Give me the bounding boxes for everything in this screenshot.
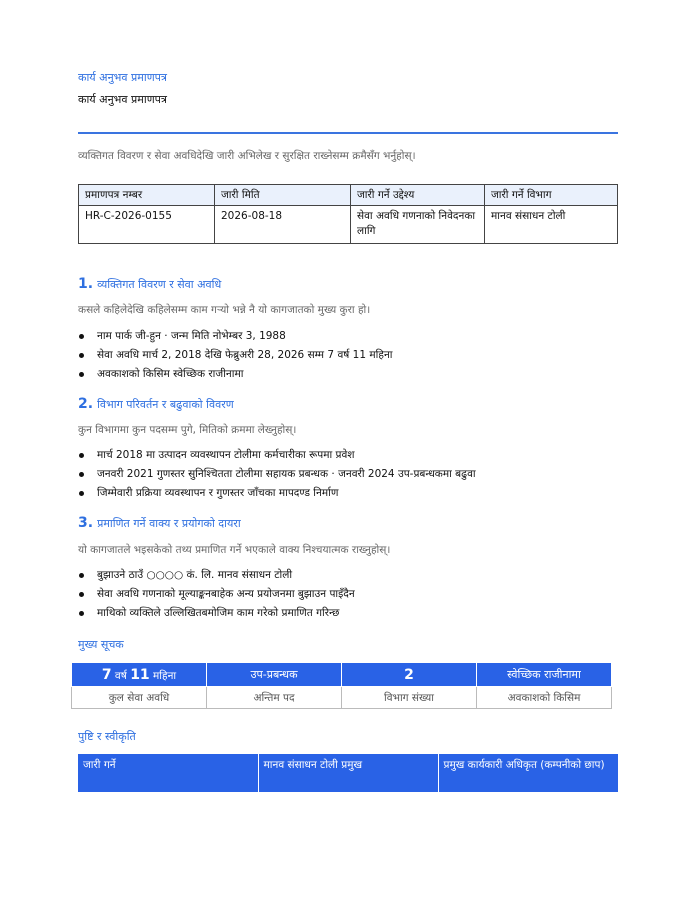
section-intro: कसले कहिलेदेखि कहिलेसम्म काम गर्‍यो भन्ने नै यो कागजातको मुख्य कुरा हो। (78, 304, 371, 316)
header-divider (78, 132, 618, 134)
kpi-heading: मुख्य सूचक (78, 638, 124, 651)
table-cell: मानव संसाधन टोली (485, 206, 618, 244)
list-item: मार्च 2018 मा उत्पादन व्यवस्थापन टोलीमा कर्मचारीका रूपमा प्रवेश (78, 448, 476, 467)
section-intro: कुन विभागमा कुन पदसम्म पुगे, मितिको क्रममा लेख्नुहोस्। (78, 424, 297, 436)
list-item: माथिको व्यक्तिले उल्लिखितबमोजिम काम गरेको प्रमाणित गरिन्छ (78, 606, 355, 625)
list-item: जनवरी 2021 गुणस्तर सुनिश्चितता टोलीमा सहायक प्रबन्धक · जनवरी 2024 उप-प्रबन्धकमा बढुवा (78, 467, 476, 486)
list-item: सेवा अवधि गणनाको मूल्याङ्कनबाहेक अन्य प्रयोजनमा बुझाउन पाइँदैन (78, 587, 355, 606)
column-header: जारी गर्ने विभाग (485, 185, 618, 206)
list-item: नाम पार्क जी-हुन · जन्म मिति नोभेम्बर 3, 1988 (78, 329, 393, 348)
section-heading (78, 396, 234, 412)
table-header-row (79, 185, 618, 206)
kpi-label: विभाग संख्या (342, 687, 477, 709)
document-subtitle: कार्य अनुभव प्रमाणपत्र (78, 71, 167, 84)
section-number: 2. (78, 396, 94, 412)
kpi-label: अवकाशको किसिम (477, 687, 612, 709)
kpi-label: कुल सेवा अवधि (72, 687, 207, 709)
kpi-value-service-period (72, 663, 207, 687)
approval-heading: पुष्टि र स्वीकृति (78, 730, 136, 743)
list-item: बुझाउने ठाउँ ○○○○ कं. लि. मानव संसाधन टोली (78, 568, 355, 587)
column-header: जारी मिति (215, 185, 351, 206)
section-title: प्रमाणित गर्ने वाक्य र प्रयोगको दायरा (97, 517, 241, 530)
kpi-label-row (72, 687, 612, 709)
approval-cell-issuer: जारी गर्ने (78, 754, 258, 792)
kpi-number: 11 (130, 666, 150, 683)
approval-cell-ceo: प्रमुख कार्यकारी अधिकृत (कम्पनीको छाप) (438, 754, 618, 792)
document-intro: व्यक्तिगत विवरण र सेवा अवधिदेखि जारी अभिलेख र सुरक्षित राख्नेसम्म क्रमैसँग भर्नुहोस्। (78, 150, 416, 162)
table-cell: HR-C-2026-0155 (79, 206, 215, 244)
section-list (78, 568, 355, 625)
list-item: सेवा अवधि मार्च 2, 2018 देखि फेब्रुअरी 28, 2026 सम्म 7 वर्ष 11 महिना (78, 348, 393, 367)
kpi-value-last-position: उप-प्रबन्धक (207, 663, 342, 687)
table-row (79, 206, 618, 244)
section-title: विभाग परिवर्तन र बढुवाको विवरण (97, 398, 234, 411)
section-number: 1. (78, 276, 94, 292)
column-header: प्रमाणपत्र नम्बर (79, 185, 215, 206)
approval-row (78, 754, 618, 792)
table-cell: सेवा अवधि गणनाको निवेदनका लागि (351, 206, 485, 244)
kpi-table (71, 662, 612, 709)
kpi-value-department-count: 2 (342, 663, 477, 687)
kpi-number: 7 (101, 666, 112, 683)
kpi-value-row (72, 663, 612, 687)
approval-cell-hr-head: मानव संसाधन टोली प्रमुख (258, 754, 438, 792)
approval-table (78, 754, 618, 792)
section-list (78, 448, 476, 505)
section-heading (78, 276, 221, 292)
section-list (78, 329, 393, 386)
kpi-unit: महिना (149, 669, 177, 682)
table-cell: 2026-08-18 (215, 206, 351, 244)
kpi-unit: वर्ष (111, 669, 131, 682)
document-title: कार्य अनुभव प्रमाणपत्र (78, 93, 167, 106)
list-item: जिम्मेवारी प्रक्रिया व्यवस्थापन र गुणस्तर जाँचका मापदण्ड निर्माण (78, 486, 476, 505)
section-number: 3. (78, 515, 94, 531)
certificate-info-table (78, 184, 618, 244)
section-intro: यो कागजातले भइसकेको तथ्य प्रमाणित गर्ने भएकाले वाक्य निश्चयात्मक राख्नुहोस्। (78, 544, 391, 556)
kpi-value-leave-type: स्वेच्छिक राजीनामा (477, 663, 612, 687)
column-header: जारी गर्ने उद्देश्य (351, 185, 485, 206)
kpi-label: अन्तिम पद (207, 687, 342, 709)
list-item: अवकाशको किसिम स्वेच्छिक राजीनामा (78, 367, 393, 386)
section-title: व्यक्तिगत विवरण र सेवा अवधि (97, 278, 222, 291)
section-heading (78, 515, 241, 531)
